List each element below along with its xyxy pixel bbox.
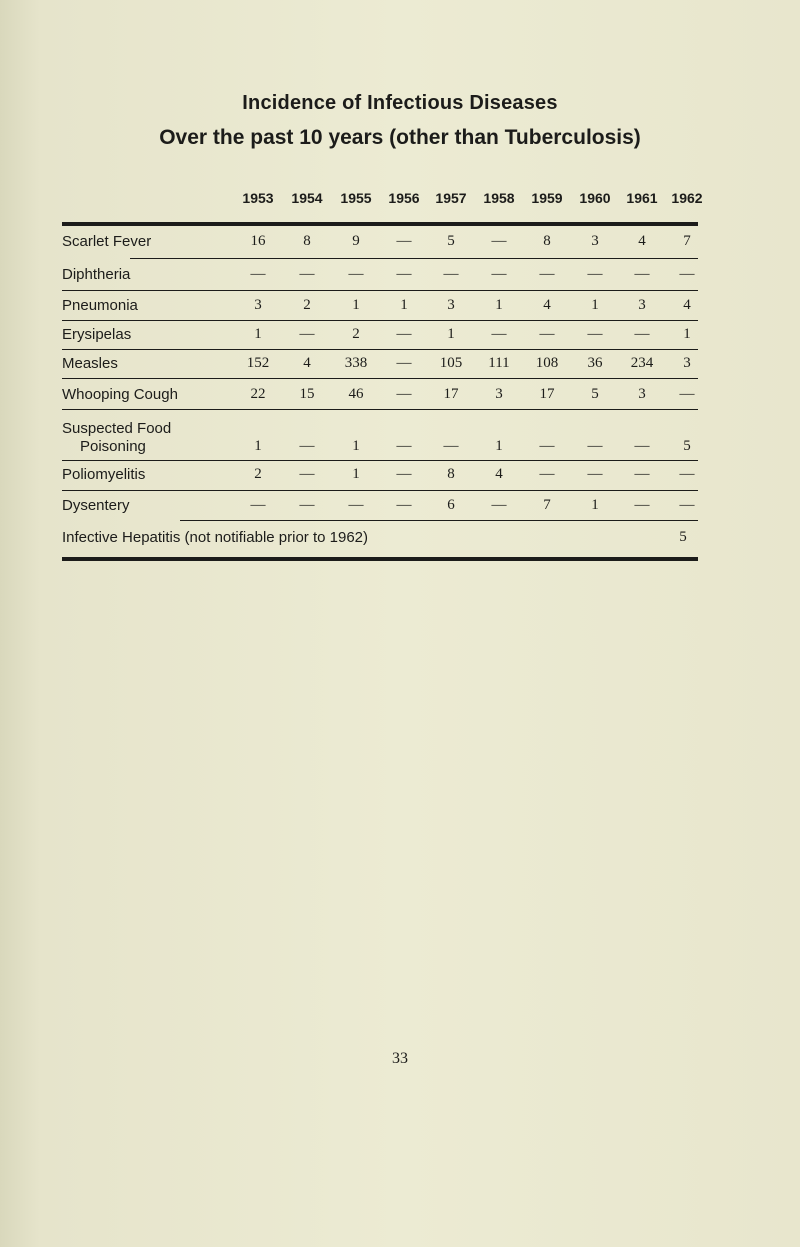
year-header: 1955 [340, 190, 372, 206]
table-cell: 4 [303, 355, 311, 371]
table-cell: — [539, 438, 555, 454]
year-header: 1962 [671, 190, 703, 206]
table-cell: 15 [299, 386, 315, 402]
disease-label: Poliomyelitis [62, 466, 146, 483]
table-cell: 1 [447, 326, 455, 342]
table-cell: 108 [535, 355, 559, 371]
year-header: 1956 [388, 190, 420, 206]
table-cell: 16 [250, 233, 266, 249]
table-cell: — [250, 497, 266, 513]
table-cell: — [634, 266, 650, 282]
table-cell: — [634, 438, 650, 454]
table-cell: 4 [495, 466, 503, 482]
year-header: 1961 [626, 190, 658, 206]
table-cell: 1 [254, 326, 262, 342]
table-cell: 6 [447, 497, 455, 513]
table-cell: — [396, 466, 412, 482]
table-cell: — [587, 466, 603, 482]
table-cell: 1 [352, 297, 360, 313]
table-cell: — [250, 266, 266, 282]
table-cell: 2 [352, 326, 360, 342]
table-cell: — [539, 326, 555, 342]
year-header: 1960 [579, 190, 611, 206]
table-cell: — [587, 438, 603, 454]
year-header: 1957 [435, 190, 467, 206]
table-cell: 111 [488, 355, 510, 371]
table-cell: 3 [638, 386, 646, 402]
table-cell: — [491, 497, 507, 513]
table-cell: — [396, 355, 412, 371]
table-cell: — [299, 438, 315, 454]
table-cell: — [348, 266, 364, 282]
table-cell: 1 [352, 466, 360, 482]
table-cell: 36 [587, 355, 603, 371]
table-cell: — [679, 266, 695, 282]
page-number: 33 [392, 1050, 408, 1067]
row-divider [62, 290, 698, 291]
table-cell: 8 [303, 233, 311, 249]
row-divider [130, 258, 698, 259]
table-cell: — [491, 233, 507, 249]
table-cell: 1 [591, 497, 599, 513]
table-cell: 3 [638, 297, 646, 313]
table-cell: — [396, 326, 412, 342]
table-cell: — [634, 466, 650, 482]
disease-label: Scarlet Fever [62, 233, 152, 250]
table-cell: 4 [683, 297, 691, 313]
table-cell: — [679, 386, 695, 402]
table-cell: — [539, 266, 555, 282]
table-cell: — [539, 466, 555, 482]
table-cell: — [299, 466, 315, 482]
table-cell: — [299, 326, 315, 342]
table-cell: 1 [591, 297, 599, 313]
table-cell: 9 [352, 233, 360, 249]
table-cell: 338 [344, 355, 368, 371]
table-cell: — [491, 326, 507, 342]
table-cell: — [396, 233, 412, 249]
table-cell: 7 [683, 233, 691, 249]
table-cell: 8 [447, 466, 455, 482]
table-cell: — [396, 386, 412, 402]
table-cell: — [348, 497, 364, 513]
row-divider [62, 349, 698, 350]
table-cell: 17 [443, 386, 459, 402]
table-cell: — [299, 497, 315, 513]
table-cell: 5 [591, 386, 599, 402]
table-cell: — [396, 266, 412, 282]
table-cell: — [443, 438, 459, 454]
table-cell: — [299, 266, 315, 282]
table-cell: — [634, 497, 650, 513]
table-cell: 1 [683, 326, 691, 342]
row-divider [62, 378, 698, 379]
year-header: 1953 [242, 190, 274, 206]
table-cell: — [587, 326, 603, 342]
table-cell: — [443, 266, 459, 282]
disease-label: Dysentery [62, 497, 130, 514]
table-cell: — [491, 266, 507, 282]
table-cell: 1 [352, 438, 360, 454]
table-cell: 1 [254, 438, 262, 454]
disease-label: Diphtheria [62, 266, 131, 283]
page-title: Incidence of Infectious Diseases [242, 92, 558, 114]
table-cell: 234 [630, 355, 654, 371]
footnote-label: Infective Hepatitis (not notifiable prior to 1962) [62, 529, 368, 546]
table-cell: 1 [400, 297, 408, 313]
table-cell: 8 [543, 233, 551, 249]
table-cell: 3 [495, 386, 503, 402]
table-cell: 17 [539, 386, 555, 402]
row-divider [180, 520, 698, 521]
table-cell: 46 [348, 386, 364, 402]
table-cell: 4 [543, 297, 551, 313]
table-cell: 3 [683, 355, 691, 371]
table-cell: 3 [254, 297, 262, 313]
year-header-row [0, 190, 800, 214]
table-cell: 3 [591, 233, 599, 249]
table-cell: 5 [683, 438, 691, 454]
year-header: 1958 [483, 190, 515, 206]
year-header: 1959 [531, 190, 563, 206]
disease-label: Measles [62, 355, 118, 372]
table-cell: — [679, 497, 695, 513]
disease-label: Suspected Food [62, 420, 172, 437]
table-cell: 22 [250, 386, 266, 402]
footnote-value: 5 [679, 529, 687, 545]
row-divider [62, 320, 698, 321]
table-bottom-rule [62, 557, 698, 561]
disease-label: Erysipelas [62, 326, 132, 343]
table-cell: 105 [439, 355, 463, 371]
disease-label: Poisoning [80, 438, 146, 455]
table-cell: 4 [638, 233, 646, 249]
disease-label: Whooping Cough [62, 386, 178, 403]
table-cell: 2 [303, 297, 311, 313]
table-cell: — [396, 438, 412, 454]
table-cell: 152 [246, 355, 270, 371]
row-divider [62, 409, 698, 410]
year-header: 1954 [291, 190, 323, 206]
table-cell: 1 [495, 438, 503, 454]
page-subtitle: Over the past 10 years (other than Tuberculosis) [159, 126, 641, 149]
table-cell: — [396, 497, 412, 513]
table-cell: 2 [254, 466, 262, 482]
table-cell: — [587, 266, 603, 282]
table-cell: — [634, 326, 650, 342]
disease-label: Pneumonia [62, 297, 138, 314]
table-cell: 7 [543, 497, 551, 513]
table-cell: 5 [447, 233, 455, 249]
table-cell: — [679, 466, 695, 482]
row-divider [62, 490, 698, 491]
header-rule [62, 222, 698, 226]
table-cell: 3 [447, 297, 455, 313]
row-divider [62, 460, 698, 461]
table-cell: 1 [495, 297, 503, 313]
